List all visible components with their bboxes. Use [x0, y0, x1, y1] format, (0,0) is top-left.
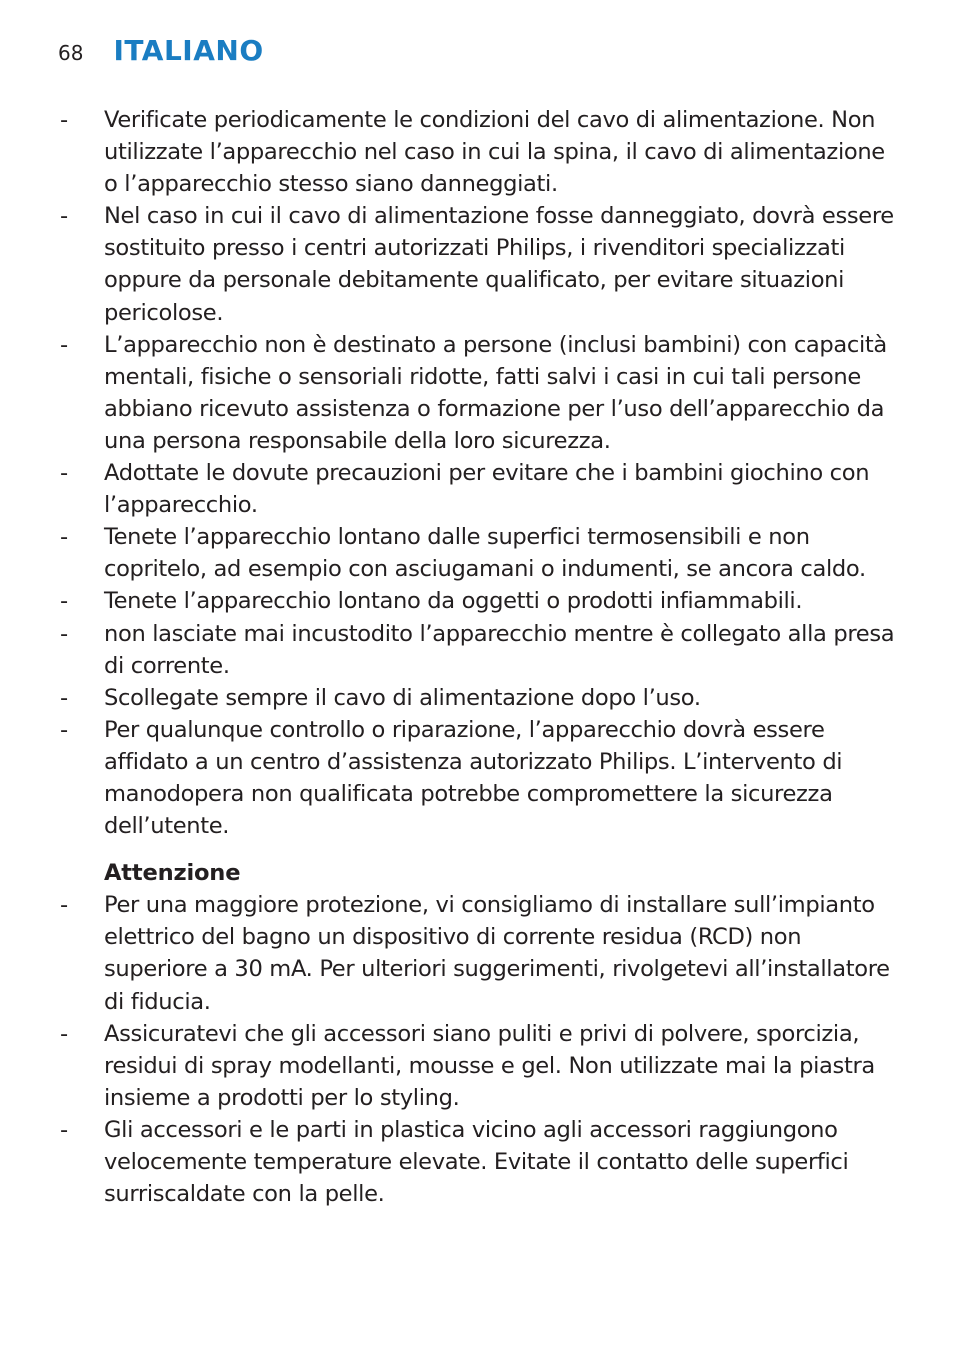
bullet-dash: - [60, 460, 68, 487]
attention-heading: Attenzione [104, 860, 241, 887]
list-item-text: Per qualunque controllo o riparazione, l’apparecchio dovrà essere affidato a un centro d’assistenza autorizzato Philips. L’intervento di manodopera non qualificata potrebbe compromettere la sicurezza dell’utente. [104, 716, 843, 840]
bullet-dash: - [60, 1020, 68, 1047]
page-number: 68 [58, 41, 84, 65]
list-item-text: Nel caso in cui il cavo di alimentazione fosse danneggiato, dovrà essere sostituito presso i centri autorizzati Philips, i rivenditori specializzati oppure da personale debitamente qualificato, per evitare situazioni pericolose. [104, 203, 894, 326]
list-item-text: Scollegate sempre il cavo di alimentazione dopo l’uso. [104, 684, 701, 711]
list-item-text: Tenete l’apparecchio lontano dalle superfici termosensibili e non copritelo, ad esempio con asciugamani o indumenti, se ancora caldo. [104, 524, 866, 583]
list-item-text: non lasciate mai incustodito l’apparecchio mentre è collegato alla presa di corrente. [104, 620, 895, 679]
bullet-dash: - [60, 1116, 68, 1143]
list-item [58, 618, 898, 682]
list-item [58, 714, 898, 842]
safety-list [58, 104, 898, 842]
list-item-text: Assicuratevi che gli accessori siano puliti e privi di polvere, sporcizia, residui di spray modellanti, mousse e gel. Non utilizzate mai la piastra insieme a prodotti per lo styling. [104, 1020, 875, 1111]
list-item-text: Verificate periodicamente le condizioni del cavo di alimentazione. Non utilizzate l’apparecchio nel caso in cui la spina, il cavo di alimentazione o l’apparecchio stesso siano danneggiati. [104, 107, 885, 198]
bullet-dash: - [60, 684, 68, 711]
list-item [58, 1018, 898, 1114]
attention-list [58, 889, 898, 1210]
bullet-dash: - [60, 331, 68, 358]
list-item [58, 1114, 898, 1210]
bullet-dash: - [60, 588, 68, 615]
section-title: ITALIANO [113, 34, 264, 67]
page-header [58, 34, 264, 67]
bullet-dash: - [60, 892, 68, 919]
bullet-dash: - [60, 524, 68, 551]
list-item [58, 585, 898, 617]
bullet-dash: - [60, 716, 68, 743]
list-item [58, 200, 898, 328]
list-item [58, 889, 898, 1017]
list-item-text: Gli accessori e le parti in plastica vicino agli accessori raggiungono velocemente temperature elevate. Evitate il contatto delle superfici surriscaldate con la pelle. [104, 1116, 849, 1208]
list-item [58, 104, 898, 200]
list-item-text: Tenete l’apparecchio lontano da oggetti o prodotti infiammabili. [104, 588, 803, 615]
page-content [58, 104, 898, 1210]
bullet-dash: - [60, 107, 68, 133]
list-item [58, 682, 898, 714]
list-item [58, 329, 898, 457]
bullet-dash: - [60, 620, 68, 647]
list-item-text: Adottate le dovute precauzioni per evitare che i bambini giochino con l’apparecchio. [104, 460, 870, 519]
list-item-text: Per una maggiore protezione, vi consigliamo di installare sull’impianto elettrico del bagno un dispositivo di corrente residua (RCD) non superiore a 30 mA. Per ulteriori suggerimenti, rivolgetevi all’installatore di fiducia. [104, 892, 890, 1015]
list-item [58, 521, 898, 585]
bullet-dash: - [60, 203, 68, 230]
list-item-text: L’apparecchio non è destinato a persone (inclusi bambini) con capacità mentali, fisiche o sensoriali ridotte, fatti salvi i casi in cui tali persone abbiano ricevuto assistenza o formazione per l’uso dell’apparecchio da una persona responsabile della loro sicurezza. [104, 331, 887, 454]
list-item [58, 457, 898, 521]
